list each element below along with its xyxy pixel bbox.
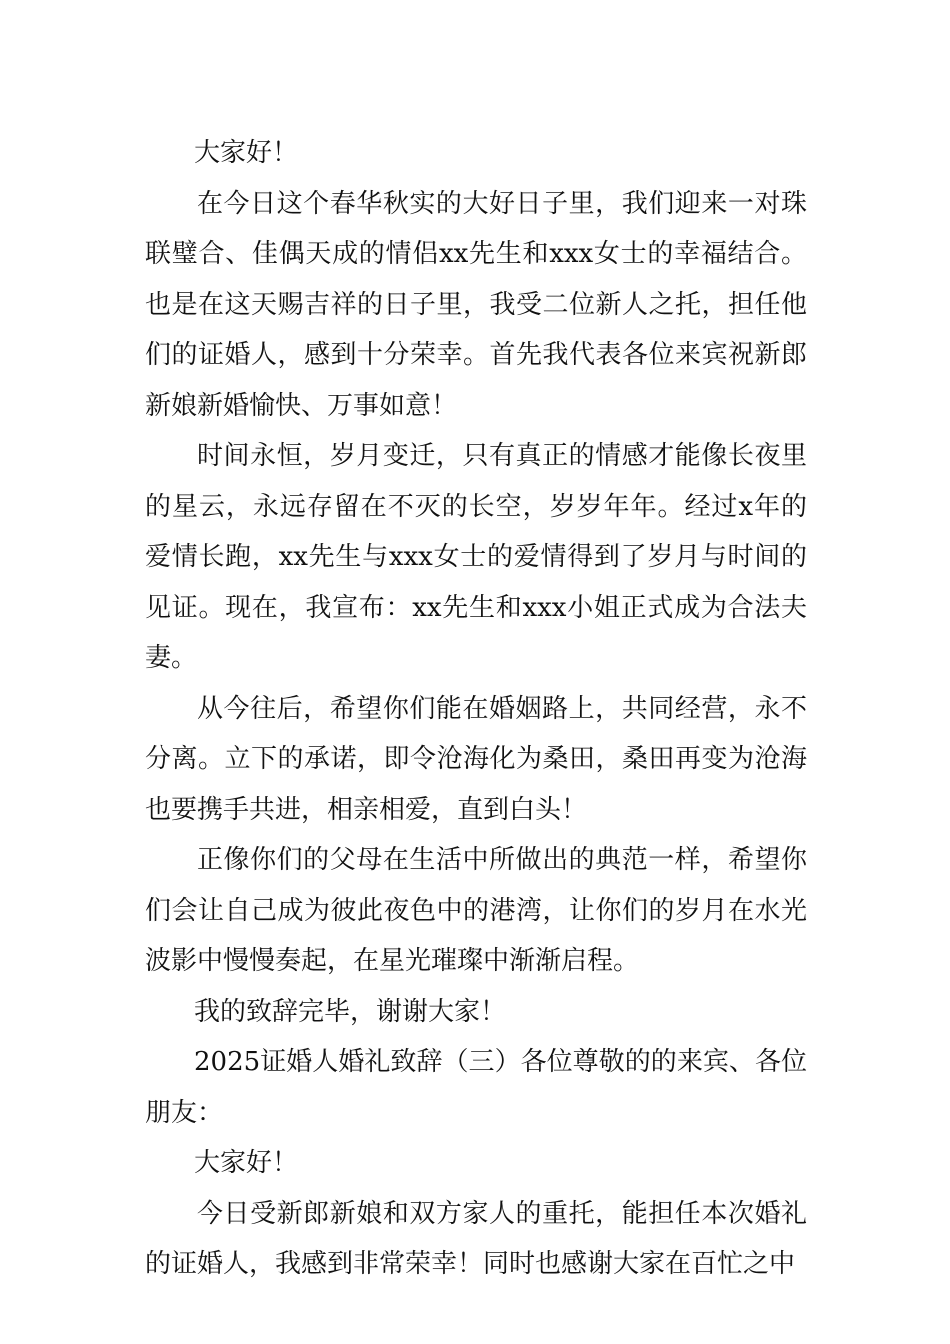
section-heading-paragraph: 2025证婚人婚礼致辞（三）各位尊敬的的来宾、各位朋友： [145, 1047, 807, 1128]
declaration-paragraph: 时间永恒，岁月变迁，只有真正的情感才能像长夜里的星云，永远存留在不灭的长空，岁岁年年。经过x年的爱情长跑，xx先生与xxx女士的爱情得到了岁月与时间的见证。现在，我宣布：xx先生和xxx小姐正式成为合法夫妻。 [145, 441, 807, 673]
opening-paragraph: 在今日这个春华秋实的大好日子里，我们迎来一对珠联璧合、佳偶天成的情侣xx先生和xxx女士的幸福结合。也是在这天赐吉祥的日子里，我受二位新人之托，担任他们的证婚人，感到十分荣幸。首先我代表各位来宾祝新郎新娘新婚愉快、万事如意！ [145, 188, 807, 421]
closing-paragraph: 我的致辞完毕，谢谢大家！ [194, 996, 507, 1027]
greeting-paragraph: 大家好！ [194, 138, 299, 168]
second-opening-paragraph: 今日受新郎新娘和双方家人的重托，能担任本次婚礼的证婚人，我感到非常荣幸！同时也感谢大家在百忙之中 [145, 1198, 807, 1279]
document-body [145, 128, 807, 1290]
second-greeting-paragraph: 大家好！ [194, 1148, 299, 1178]
parents-paragraph: 正像你们的父母在生活中所做出的典范一样，希望你们会让自己成为彼此夜色中的港湾，让你们的岁月在水光波影中慢慢奏起，在星光璀璨中渐渐启程。 [145, 845, 807, 976]
wish-paragraph: 从今往后，希望你们能在婚姻路上，共同经营，永不分离。立下的承诺，即令沧海化为桑田，桑田再变为沧海也要携手共进，相亲相爱，直到白头！ [145, 693, 807, 825]
